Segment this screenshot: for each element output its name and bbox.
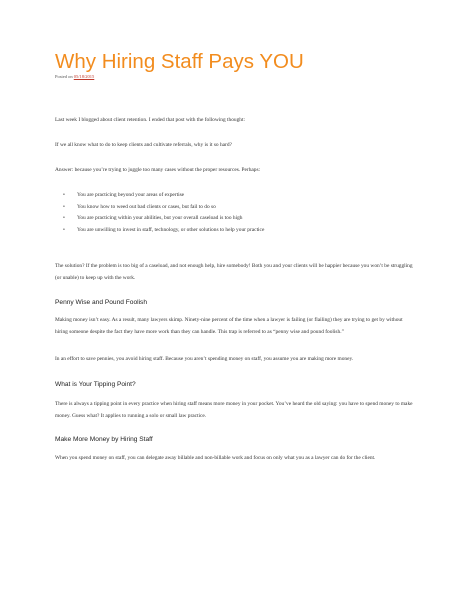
- solution-paragraph: The solution? If the problem is too big of a caseload, and not enough help, hire somebody! Both you and your clients will be happier because you won’t be struggling (or unable) to keep up with the work.: [55, 263, 413, 281]
- list-item: [55, 225, 415, 237]
- bullet-icon: •: [63, 226, 65, 233]
- list-item: [55, 213, 415, 225]
- bullet-icon: •: [63, 215, 65, 221]
- posted-line: [55, 74, 415, 80]
- section-heading-tipping-point: What is Your Tipping Point?: [55, 381, 136, 388]
- posted-date-link[interactable]: 05/18/2015: [73, 74, 95, 79]
- intro-paragraph-2: If we all know what to do to keep clients and cultivate referrals, why is it so hard?: [55, 142, 232, 148]
- page-title: Why Hiring Staff Pays YOU: [55, 50, 304, 73]
- list-item-text: You know how to weed out bad clients or cases, but fail to do so: [77, 203, 216, 210]
- list-item-text: You are unwilling to invest in staff, technology, or other solutions to help your practice: [77, 226, 265, 233]
- reasons-list: [55, 190, 415, 236]
- article: [55, 50, 415, 464]
- bullet-icon: •: [63, 192, 65, 198]
- intro-paragraph-3: Answer: because you’re trying to juggle too many cases without the proper resources. Perhaps:: [55, 167, 261, 173]
- bullet-icon: •: [63, 203, 65, 210]
- section-paragraph: There is always a tipping point in every practice when hiring staff means more money in your pocket. You’ve heard the old saying: you have to spend money to make money. Guess what? It applies to running a solo or small law practice.: [55, 401, 413, 419]
- section-paragraph: Making money isn’t easy. As a result, many lawyers skimp. Ninety-nine percent of the time when a lawyer is failing (or flailing) they are trying to get by without hiring someone despite the fact they have more work than they can handle. This trap is referred to as “penny wise and pound foolish.”: [55, 317, 403, 335]
- list-item-text: You are practicing within your abilities, but your overall caseload is too high: [77, 215, 243, 221]
- section-paragraph: When you spend money on staff, you can delegate away billable and non-billable work and focus on only what you as a lawyer can do for the client.: [55, 455, 376, 461]
- posted-label: Posted on: [55, 74, 74, 79]
- intro-paragraph-1: Last week I blogged about client retention. I ended that post with the following thought:: [55, 117, 245, 123]
- section-heading-make-more-money: Make More Money by Hiring Staff: [55, 436, 153, 443]
- list-item-text: You are practicing beyond your areas of expertise: [77, 192, 185, 198]
- list-item: [55, 202, 415, 214]
- section-paragraph: In an effort to save pennies, you avoid hiring staff. Because you aren’t spending money on staff, you assume you are making more money.: [55, 356, 354, 362]
- list-item: [55, 190, 415, 202]
- section-heading-penny-wise: Penny Wise and Pound Foolish: [55, 299, 148, 306]
